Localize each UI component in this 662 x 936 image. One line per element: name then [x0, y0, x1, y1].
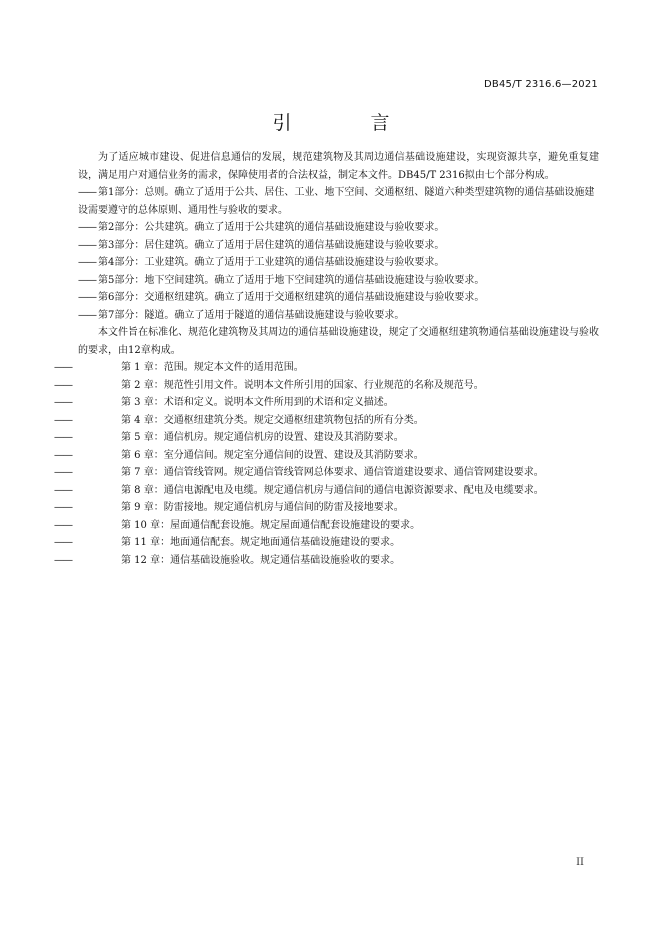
parts-list	[78, 184, 599, 324]
chapter-text: 第 10 章：屋面通信配套设施。规定屋面通信配套设施建设的要求。	[121, 519, 421, 531]
dash: ——	[54, 414, 72, 426]
chapter-item	[54, 447, 599, 465]
part-text: 第2部分：公共建筑。确立了适用于公共建筑的通信基础设施建设与验收要求。	[98, 222, 445, 233]
part-item	[78, 184, 599, 219]
chapter-text: 第 3 章：术语和定义。说明本文件所用到的术语和定义描述。	[121, 397, 394, 408]
chapter-text: 第 9 章：防雷接地。规定通信机房与通信间的防雷及接地要求。	[121, 502, 404, 513]
chapter-text: 第 11 章：地面通信配套。规定地面通信基础设施建设的要求。	[121, 537, 401, 548]
part-item	[78, 307, 599, 325]
part-text: 第7部分：隧道。确立了适用于隧道的通信基础设施建设与验收要求。	[98, 309, 405, 321]
chapter-item	[54, 429, 599, 447]
chapter-item	[54, 412, 599, 430]
scope-paragraph: 本文件旨在标准化、规范化建筑物及其周边的通信基础设施建设，规定了交通枢纽建筑物通信基础设施建设与验收的要求，由12章构成。	[78, 327, 599, 356]
dash: ——	[54, 432, 72, 443]
document-body	[54, 149, 599, 569]
dash: ——	[78, 239, 96, 251]
dash: ——	[78, 257, 96, 268]
chapter-item	[54, 464, 599, 482]
chapter-text: 第 6 章：室分通信间。规定室分通信间的设置、建设及其消防要求。	[121, 449, 424, 461]
chapter-text: 第 5 章：通信机房。规定通信机房的设置、建设及其消防要求。	[121, 432, 404, 443]
dash: ——	[54, 554, 72, 566]
chapter-item	[54, 482, 599, 500]
chapter-text: 第 7 章：通信管线管网。规定通信管线管网总体要求、通信管道建设要求、通信管网建设要求。	[121, 467, 544, 478]
dash: ——	[54, 519, 72, 531]
dash: ——	[78, 292, 96, 303]
chapter-text: 第 4 章：交通枢纽建筑分类。规定交通枢纽建筑物包括的所有分类。	[121, 414, 424, 426]
chapter-item	[54, 359, 599, 377]
dash: ——	[54, 484, 72, 496]
chapter-text: 第 2 章：规范性引用文件。说明本文件所引用的国家、行业规范的名称及规范号。	[121, 379, 484, 391]
part-text: 第3部分：居住建筑。确立了适用于居住建筑的通信基础设施建设与验收要求。	[98, 239, 445, 251]
chapter-text: 第 1 章：范围。规定本文件的适用范围。	[121, 362, 304, 373]
part-text: 第6部分：交通枢纽建筑。确立了适用于交通枢纽建筑的通信基础设施建设与验收要求。	[98, 292, 485, 303]
part-item	[78, 219, 599, 237]
page-title: 引 言	[272, 112, 420, 134]
page-number: II	[576, 857, 584, 868]
part-item	[78, 272, 599, 290]
dash: ——	[54, 379, 72, 391]
dash: ——	[54, 449, 72, 461]
dash: ——	[78, 274, 96, 286]
part-item	[78, 254, 599, 272]
dash: ——	[54, 537, 72, 548]
dash: ——	[54, 397, 72, 408]
dash: ——	[54, 502, 72, 513]
standard-code: DB45/T 2316.6—2021	[484, 79, 598, 90]
intro-paragraph: 为了适应城市建设、促进信息通信的发展，规范建筑物及其周边通信基础设施建设，实现资源共享，避免重复建设，满足用户对通信业务的需求，保障使用者的合法权益，制定本文件。DB45/T 2316拟由七个部分构成。	[78, 152, 599, 181]
chapter-item	[54, 394, 599, 412]
chapter-item	[54, 499, 599, 517]
dash: ——	[78, 222, 96, 233]
part-text: 第1部分：总则。确立了适用于公共、居住、工业、地下空间、交通枢纽、隧道六种类型建筑物的通信基础设施建设需要遵守的总体原则、通用性与验收的要求。	[78, 187, 595, 216]
chapter-item	[54, 534, 599, 552]
chapter-text: 第 12 章：通信基础设施验收。规定通信基础设施验收的要求。	[121, 554, 401, 566]
part-text: 第4部分：工业建筑。确立了适用于工业建筑的通信基础设施建设与验收要求。	[98, 257, 445, 268]
chapters-list	[54, 359, 599, 569]
dash: ——	[54, 362, 72, 373]
chapter-item	[54, 517, 599, 535]
dash: ——	[54, 467, 72, 478]
chapter-item	[54, 552, 599, 570]
chapter-item	[54, 377, 599, 395]
part-item	[78, 289, 599, 307]
part-item	[78, 237, 599, 255]
chapter-text: 第 8 章：通信电源配电及电缆。规定通信机房与通信间的通信电源资源要求、配电及电缆要求。	[121, 484, 544, 496]
dash: ——	[78, 187, 96, 198]
part-text: 第5部分：地下空间建筑。确立了适用于地下空间建筑的通信基础设施建设与验收要求。	[98, 274, 485, 286]
dash: ——	[78, 309, 96, 321]
